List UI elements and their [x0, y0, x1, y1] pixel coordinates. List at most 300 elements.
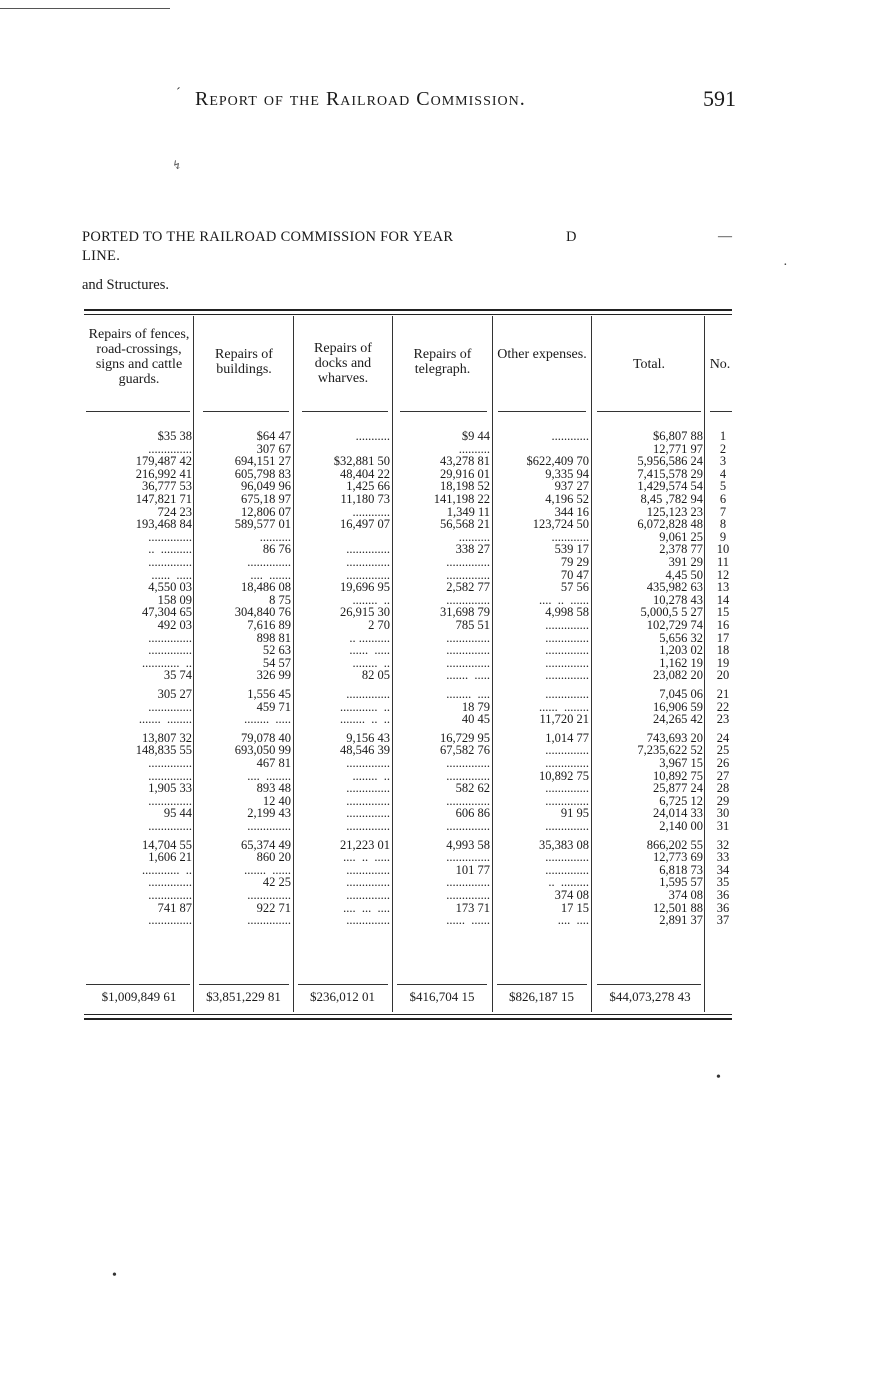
- heading-line-3: and Structures.: [82, 277, 169, 293]
- cell-docks: .... ... ....: [343, 900, 390, 915]
- cell-buildings: 694,151 27: [234, 454, 291, 469]
- cell-total: 1,203 02: [659, 643, 703, 658]
- cell-total: 7,045 06: [659, 687, 703, 701]
- cell-telegraph: 101 77: [455, 862, 490, 877]
- cell-other: 79 29: [560, 555, 589, 569]
- cell-other: ..............: [545, 618, 589, 632]
- cell-buildings: 1,556 45: [247, 687, 291, 701]
- cell-other: ..............: [545, 819, 589, 833]
- cell-telegraph: ...... ......: [446, 913, 490, 928]
- cell-total: 5,000,5 5 27: [640, 605, 703, 620]
- cell-buildings: ..............: [247, 555, 291, 569]
- cell-no: 7: [719, 504, 727, 519]
- cell-docks: ..............: [346, 756, 390, 770]
- cell-other: 11,720 21: [539, 712, 589, 727]
- sum-rule: [86, 984, 190, 985]
- cell-no: 5: [719, 479, 727, 494]
- cell-fences: 147,821 71: [135, 492, 192, 506]
- col-header-fences: Repairs of fences, road-crossings, signs and cattle guards.: [88, 327, 190, 387]
- cell-buildings: ..............: [247, 913, 291, 928]
- cell-telegraph: ..............: [446, 592, 490, 607]
- cell-other: 91 95: [560, 806, 589, 821]
- cell-telegraph: 141,198 22: [433, 492, 490, 506]
- top-edge-rule: [0, 8, 170, 9]
- margin-speck: •: [716, 1070, 721, 1085]
- cell-docks: 11,180 73: [340, 492, 390, 506]
- cell-telegraph: ..............: [446, 793, 490, 808]
- cell-docks: .. ..........: [349, 630, 390, 645]
- cell-docks: ..............: [346, 793, 390, 808]
- column-divider: [392, 316, 393, 1012]
- cell-other: ..............: [545, 793, 589, 808]
- total-fences: $1,009,849 61: [101, 989, 177, 1004]
- cell-total: 125,123 23: [646, 504, 703, 519]
- cell-other: 123,724 50: [532, 517, 589, 532]
- cell-buildings: 8 75: [269, 592, 291, 607]
- cell-buildings: 42 25: [262, 875, 291, 890]
- cell-buildings: ..........: [259, 529, 291, 544]
- cell-no: 25: [716, 743, 730, 758]
- cell-buildings: 12 40: [262, 793, 291, 808]
- cell-docks: 48,546 39: [340, 743, 390, 758]
- sum-rule: [397, 984, 487, 985]
- cell-other: ..............: [545, 643, 589, 658]
- cell-no: 6: [719, 492, 727, 506]
- cell-telegraph: 40 45: [461, 712, 490, 727]
- cell-fences: 305 27: [157, 687, 192, 701]
- cell-no: 13: [716, 580, 730, 595]
- cell-total: 8,45 ,782 94: [640, 492, 703, 506]
- col-header-total: Total.: [632, 357, 666, 372]
- cell-fences: ..............: [148, 819, 192, 833]
- cell-telegraph: ..............: [446, 630, 490, 645]
- cell-no: 10: [716, 542, 730, 557]
- cell-no: 33: [716, 850, 730, 865]
- cell-buildings: 459 71: [256, 699, 291, 714]
- cell-docks: 16,497 07: [340, 517, 390, 532]
- heading-line-2: LINE.: [82, 248, 121, 264]
- cell-buildings: 96,049 96: [241, 479, 291, 494]
- cell-buildings: 54 57: [262, 655, 291, 670]
- cell-fences: 193,468 84: [135, 517, 192, 532]
- cell-other: ..............: [545, 668, 589, 683]
- cell-total: 12,773 69: [653, 850, 703, 865]
- cell-docks: 9,156 43: [346, 730, 390, 745]
- column-divider: [193, 316, 194, 1012]
- cell-buildings: 12,806 07: [241, 504, 291, 519]
- cell-docks: ..............: [346, 913, 390, 928]
- cell-no: 3: [719, 454, 727, 469]
- header-underline: [400, 411, 487, 412]
- table-bottom-rule: [84, 1018, 732, 1020]
- column-divider: [591, 316, 592, 1012]
- cell-telegraph: ..............: [446, 555, 490, 569]
- cell-other: 937 27: [554, 479, 589, 494]
- table-bottom-rule-thin: [84, 1014, 732, 1015]
- cell-no: 21: [716, 687, 730, 701]
- cell-fences: ..............: [148, 630, 192, 645]
- table-top-rule-thin: [84, 314, 732, 315]
- header-underline: [710, 411, 732, 412]
- cell-fences: ..............: [148, 793, 192, 808]
- cell-telegraph: 2,582 77: [446, 580, 490, 595]
- cell-other: 17 15: [560, 900, 589, 915]
- grand-total: $44,073,278 43: [609, 989, 691, 1004]
- margin-speck: •: [112, 1268, 117, 1283]
- cell-telegraph: 606 86: [455, 806, 490, 821]
- cell-buildings: ..............: [247, 888, 291, 902]
- cell-other: ..............: [545, 743, 589, 758]
- cell-telegraph: 582 62: [455, 781, 490, 796]
- sum-rule: [497, 984, 587, 985]
- cell-other: ..............: [545, 655, 589, 670]
- cell-no: 4: [719, 466, 727, 481]
- cell-no: 16: [716, 618, 730, 632]
- cell-buildings: 693,050 99: [234, 743, 291, 758]
- cell-fences: ..............: [148, 913, 192, 928]
- cell-telegraph: 29,916 01: [440, 466, 490, 481]
- cell-buildings: 2,199 43: [247, 806, 291, 821]
- cell-total: 6,725 12: [659, 793, 703, 808]
- cell-total: 866,202 55: [646, 837, 703, 852]
- cell-buildings: 86 76: [262, 542, 291, 557]
- cell-other: 539 17: [554, 542, 589, 557]
- cell-telegraph: ..............: [446, 819, 490, 833]
- cell-docks: 26,915 30: [340, 605, 390, 620]
- cell-total: 5,656 32: [659, 630, 703, 645]
- cell-docks: ..............: [346, 875, 390, 890]
- cell-other: ..............: [545, 630, 589, 645]
- cell-docks: ..............: [346, 687, 390, 701]
- cell-docks: 82 05: [361, 668, 390, 683]
- cell-buildings: 675,18 97: [241, 492, 291, 506]
- header-underline: [597, 411, 701, 412]
- cell-fences: 47,304 65: [142, 605, 192, 620]
- cell-fences: ..............: [148, 699, 192, 714]
- cell-docks: .... .. .....: [343, 850, 390, 865]
- cell-fences: ..............: [148, 441, 192, 456]
- cell-telegraph: 67,582 76: [440, 743, 490, 758]
- cell-no: 27: [716, 768, 730, 783]
- cell-total: 24,265 42: [653, 712, 703, 727]
- cell-buildings: 860 20: [256, 850, 291, 865]
- cell-telegraph: ..............: [446, 655, 490, 670]
- cell-docks: ............ ..: [340, 699, 390, 714]
- cell-total: 1,429,574 54: [637, 479, 703, 494]
- cell-fences: ...... .....: [151, 567, 192, 582]
- page-header-title: Report of the Railroad Commission.: [195, 88, 526, 110]
- cell-other: 344 16: [554, 504, 589, 519]
- cell-fences: 13,807 32: [142, 730, 192, 745]
- cell-no: 28: [716, 781, 730, 796]
- cell-docks: 21,223 01: [340, 837, 390, 852]
- cell-fences: ..............: [148, 529, 192, 544]
- cell-telegraph: 338 27: [455, 542, 490, 557]
- total-buildings: $3,851,229 81: [206, 989, 281, 1004]
- cell-no: 24: [716, 730, 730, 745]
- cell-docks: ..............: [346, 567, 390, 582]
- col-header-no: No.: [709, 357, 731, 372]
- cell-no: 1: [719, 429, 727, 443]
- cell-total: 102,729 74: [646, 618, 703, 632]
- cell-buildings: 922 71: [256, 900, 291, 915]
- cell-total: 16,906 59: [653, 699, 703, 714]
- col-header-buildings: Repairs of buildings.: [215, 347, 273, 377]
- header-underline: [86, 411, 190, 412]
- cell-docks: ..............: [346, 806, 390, 821]
- cell-other: 374 08: [554, 888, 589, 902]
- cell-fences: ....... ........: [138, 712, 192, 727]
- cell-docks: ..............: [346, 888, 390, 902]
- cell-buildings: ........ .....: [244, 712, 291, 727]
- cell-docks: $32,881 50: [333, 454, 390, 469]
- cell-docks: 48,404 22: [340, 466, 390, 481]
- cell-telegraph: ..............: [446, 768, 490, 783]
- cell-telegraph: 1,349 11: [446, 504, 490, 519]
- cell-no: 9: [719, 529, 727, 544]
- cell-other: ..............: [545, 687, 589, 701]
- cell-no: 2: [719, 441, 727, 456]
- cell-docks: ..............: [346, 862, 390, 877]
- cell-other: ............: [551, 529, 589, 544]
- cell-total: 374 08: [668, 888, 703, 902]
- cell-no: 36: [716, 888, 730, 902]
- cell-no: 8: [719, 517, 727, 532]
- cell-docks: ........ ..: [352, 592, 390, 607]
- cell-other: .... .. ......: [539, 592, 589, 607]
- cell-buildings: .... .......: [250, 567, 291, 582]
- cell-fences: 724 23: [157, 504, 192, 519]
- cell-telegraph: ..............: [446, 567, 490, 582]
- cell-fences: ............ ..: [142, 655, 192, 670]
- cell-telegraph: ........ ....: [446, 687, 490, 701]
- cell-buildings: 79,078 40: [241, 730, 291, 745]
- cell-total: 2,891 37: [659, 913, 703, 928]
- heading-line-1-dash: —: [718, 229, 732, 244]
- cell-telegraph: 18 79: [461, 699, 490, 714]
- cell-fences: 36,777 53: [142, 479, 192, 494]
- cell-fences: 1,905 33: [148, 781, 192, 796]
- cell-total: 12,771 97: [653, 441, 703, 456]
- cell-other: ..............: [545, 862, 589, 877]
- cell-no: 30: [716, 806, 730, 821]
- cell-total: 9,061 25: [659, 529, 703, 544]
- cell-telegraph: ..............: [446, 888, 490, 902]
- cell-telegraph: ..............: [446, 643, 490, 658]
- cell-fences: ..............: [148, 768, 192, 783]
- cell-telegraph: 56,568 21: [440, 517, 490, 532]
- cell-no: 12: [716, 567, 730, 582]
- cell-fences: 158 09: [157, 592, 192, 607]
- cell-no: 26: [716, 756, 730, 770]
- cell-buildings: 467 81: [256, 756, 291, 770]
- margin-speck: ·: [783, 258, 788, 273]
- heading-line-1-letter: D: [566, 229, 577, 245]
- cell-buildings: ....... ......: [244, 862, 291, 877]
- header-underline: [498, 411, 586, 412]
- total-telegraph: $416,704 15: [409, 989, 475, 1004]
- cell-fences: 216,992 41: [135, 466, 192, 481]
- cell-buildings: 65,374 49: [241, 837, 291, 852]
- cell-telegraph: ..............: [446, 875, 490, 890]
- cell-total: 12,501 88: [653, 900, 703, 915]
- cell-no: 31: [716, 819, 730, 833]
- cell-buildings: 7,616 89: [247, 618, 291, 632]
- cell-telegraph: ..........: [458, 441, 490, 456]
- cell-no: 15: [716, 605, 730, 620]
- cell-docks: ............: [352, 504, 390, 519]
- cell-total: 10,892 75: [653, 768, 703, 783]
- cell-total: 2,140 00: [659, 819, 703, 833]
- cell-fences: 148,835 55: [135, 743, 192, 758]
- cell-fences: ..............: [148, 555, 192, 569]
- cell-other: 70 47: [560, 567, 589, 582]
- cell-buildings: 307 67: [256, 441, 291, 456]
- cell-no: 34: [716, 862, 730, 877]
- cell-docks: ...... .....: [349, 643, 390, 658]
- cell-fences: 35 74: [163, 668, 192, 683]
- column-divider: [704, 316, 705, 1012]
- cell-fences: ..............: [148, 756, 192, 770]
- cell-telegraph: 31,698 79: [440, 605, 490, 620]
- cell-telegraph: ..............: [446, 850, 490, 865]
- cell-buildings: 52 63: [262, 643, 291, 658]
- cell-telegraph: 18,198 52: [440, 479, 490, 494]
- cell-fences: 4,550 03: [148, 580, 192, 595]
- cell-total: 1,162 19: [659, 655, 703, 670]
- cell-total: 23,082 20: [653, 668, 703, 683]
- cell-docks: ........ .. ..: [340, 712, 390, 727]
- cell-no: 11: [716, 555, 730, 569]
- cell-no: 18: [716, 643, 730, 658]
- cell-other: 10,892 75: [539, 768, 589, 783]
- cell-buildings: 589,577 01: [234, 517, 291, 532]
- cell-fences: ..............: [148, 888, 192, 902]
- cell-other: .... ....: [557, 913, 589, 928]
- page-number: 591: [703, 86, 736, 111]
- cell-total: 435,982 63: [646, 580, 703, 595]
- cell-total: 2,378 77: [659, 542, 703, 557]
- cell-other: $622,409 70: [526, 454, 589, 469]
- cell-telegraph: ..............: [446, 756, 490, 770]
- cell-total: 5,956,586 24: [637, 454, 703, 469]
- cell-fences: 741 87: [157, 900, 192, 915]
- cell-docks: ..............: [346, 781, 390, 796]
- cell-docks: ..............: [346, 819, 390, 833]
- cell-other: ..............: [545, 850, 589, 865]
- header-tick-mark: ´: [176, 86, 181, 101]
- cell-other: ..............: [545, 781, 589, 796]
- print-speck: ↯: [172, 158, 183, 172]
- cell-no: 14: [716, 592, 730, 607]
- cell-no: 35: [716, 875, 730, 890]
- cell-fences: 492 03: [157, 618, 192, 632]
- cell-total: 10,278 43: [653, 592, 703, 607]
- sum-rule: [298, 984, 388, 985]
- cell-buildings: 304,840 76: [234, 605, 291, 620]
- cell-no: 32: [716, 837, 730, 852]
- cell-docks: ..............: [346, 555, 390, 569]
- cell-no: 29: [716, 793, 730, 808]
- cell-total: 4,45 50: [665, 567, 703, 582]
- cell-other: 1,014 77: [545, 730, 589, 745]
- cell-total: 6,072,828 48: [637, 517, 703, 532]
- cell-fences: ............ ..: [142, 862, 192, 877]
- cell-total: 743,693 20: [646, 730, 703, 745]
- cell-no: 19: [716, 655, 730, 670]
- cell-total: 391 29: [668, 555, 703, 569]
- cell-total: 6,818 73: [659, 862, 703, 877]
- cell-fences: 14,704 55: [142, 837, 192, 852]
- cell-other: ...... ........: [539, 699, 589, 714]
- cell-other: ............: [551, 429, 589, 443]
- sum-rule: [199, 984, 289, 985]
- cell-fences: 179,487 42: [135, 454, 192, 469]
- cell-docks: ........ ..: [352, 655, 390, 670]
- cell-buildings: ..............: [247, 819, 291, 833]
- cell-no: 36: [716, 900, 730, 915]
- cell-fences: 95 44: [163, 806, 192, 821]
- cell-other: 9,335 94: [545, 466, 589, 481]
- cell-docks: ..............: [346, 542, 390, 557]
- col-header-docks: Repairs of docks and wharves.: [314, 341, 372, 386]
- cell-total: 1,595 57: [659, 875, 703, 890]
- header-underline: [302, 411, 388, 412]
- cell-docks: 2 70: [368, 618, 390, 632]
- heading-line-1: PORTED TO THE RAILROAD COMMISSION FOR YEAR: [82, 229, 454, 245]
- cell-total: $6,807 88: [653, 429, 703, 443]
- cell-other: 4,196 52: [545, 492, 589, 506]
- cell-fences: $35 38: [157, 429, 192, 443]
- cell-buildings: 18,486 08: [241, 580, 291, 595]
- total-docks: $236,012 01: [310, 989, 375, 1004]
- cell-buildings: 326 99: [256, 668, 291, 683]
- cell-docks: ...........: [355, 429, 390, 443]
- cell-fences: 1,606 21: [148, 850, 192, 865]
- cell-telegraph: 173 71: [455, 900, 490, 915]
- cell-docks: ........ ..: [352, 768, 390, 783]
- cell-fences: ..............: [148, 643, 192, 658]
- cell-no: 20: [716, 668, 730, 683]
- col-header-telegraph: Repairs of telegraph.: [413, 347, 472, 377]
- header-underline: [203, 411, 289, 412]
- cell-telegraph: 785 51: [455, 618, 490, 632]
- cell-no: 17: [716, 630, 730, 645]
- cell-fences: .. ..........: [148, 542, 192, 557]
- cell-other: ..............: [545, 756, 589, 770]
- cell-other: 35,383 08: [539, 837, 589, 852]
- cell-total: 7,415,578 29: [637, 466, 703, 481]
- cell-buildings: .... ........: [247, 768, 291, 783]
- table-top-rule: [84, 309, 732, 311]
- cell-telegraph: 43,278 81: [440, 454, 490, 469]
- cell-telegraph: $9 44: [461, 429, 490, 443]
- total-other: $826,187 15: [509, 989, 574, 1004]
- cell-buildings: 893 48: [256, 781, 291, 796]
- cell-telegraph: 16,729 95: [440, 730, 490, 745]
- cell-no: 23: [716, 712, 730, 727]
- cell-total: 7,235,622 52: [637, 743, 703, 758]
- cell-no: 37: [716, 913, 730, 928]
- cell-telegraph: ..........: [458, 529, 490, 544]
- cell-buildings: $64 47: [256, 429, 291, 443]
- sum-rule: [597, 984, 701, 985]
- cell-docks: 1,425 66: [346, 479, 390, 494]
- cell-total: 3,967 15: [659, 756, 703, 770]
- cell-no: 22: [716, 699, 730, 714]
- cell-other: 57 56: [560, 580, 589, 595]
- cell-other: .. .........: [548, 875, 589, 890]
